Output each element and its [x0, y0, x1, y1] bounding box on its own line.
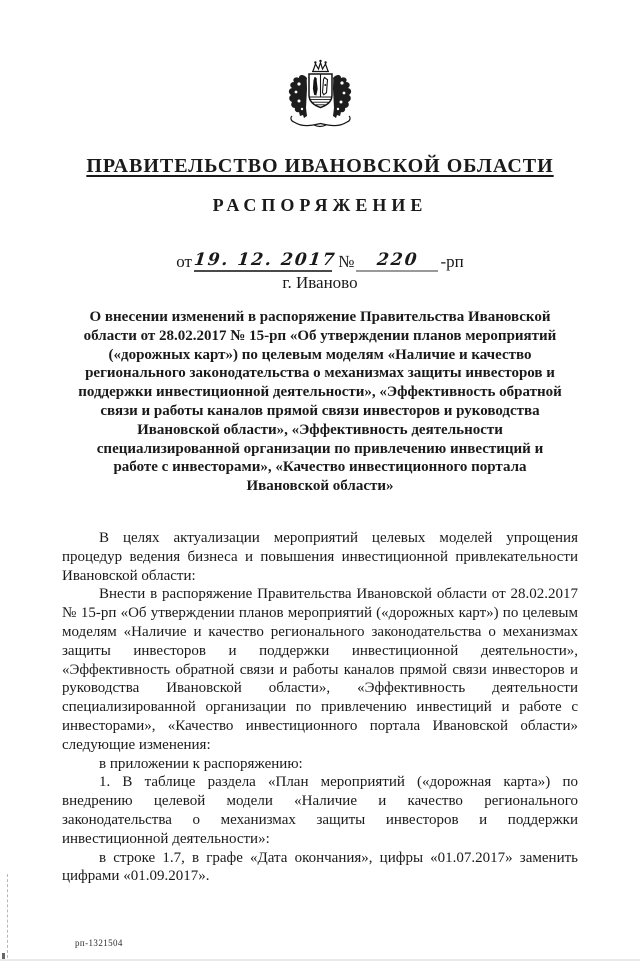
number-suffix-label: -рп — [440, 252, 464, 271]
body-paragraph-1: В целях актуализации мероприятий целевых моделей упрощения процедур ведения бизнеса и повышения инвестиционной привлекательности Ивановской области: — [62, 529, 578, 584]
doc-title: О внесении изменений в распоряжение Правительства Ивановской области от 28.02.2017 № 15-рп «Об утверждении планов мероприятий («дорожных карт») по целевым моделям «Наличие и качество регионального законодательства о механизмах защиты инвесторов и поддержки инвестиционной деятельности», «Эффективность обратной связи и работы каналов прямой связи инвесторов и руководства Ивановской области», «Эффективность деятельности специализированной организации по привлечению инвестиций и работе с инвесторами», «Качество инвестиционного портала Ивановской области» — [78, 309, 562, 495]
number-handwritten-value: 220 — [375, 250, 420, 270]
date-prefix-label: от — [176, 252, 192, 271]
body-paragraph-2: Внести в распоряжение Правительства Ивановской области от 28.02.2017 № 15-рп «Об утверждении планов мероприятий («дорожных карт») по целевым моделям «Наличие и качество регионального законодательства о механизмах защиты инвесторов и поддержки инвестиционной деятельности», «Эффективность обратной связи и работы каналов прямой связи инвесторов и руководства Ивановской области», «Эффективность деятельности специализированной организации по привлечению инвестиций и работе с инвесторами», «Качество инвестиционного портала Ивановской области» следующие изменения: — [62, 586, 578, 753]
ivanovo-coat-of-arms-icon — [268, 56, 372, 147]
body-paragraph-5: в строке 1.7, в графе «Дата окончания», цифры «01.07.2017» заменить цифрами «01.09.2017». — [62, 849, 578, 885]
date-number-line — [0, 250, 640, 272]
city-line: г. Иваново — [282, 273, 358, 292]
footer-registration-code: рп-1321504 — [75, 938, 123, 948]
org-name-heading: ПРАВИТЕЛЬСТВО ИВАНОВСКОЙ ОБЛАСТИ — [86, 155, 554, 177]
doc-body — [62, 529, 578, 886]
body-paragraph-3: в приложении к распоряжению: — [99, 755, 303, 772]
number-sign-label: № — [338, 252, 355, 271]
doc-type-heading: РАСПОРЯЖЕНИЕ — [212, 195, 428, 215]
scan-artifact-left-edge — [7, 874, 8, 958]
document-page — [0, 56, 640, 961]
date-handwritten-value: 19. 12. 2017 — [192, 250, 338, 270]
body-paragraph-4: 1. В таблице раздела «План мероприятий («дорожная карта») по внедрению целевой модели «Наличие и качество регионального законодательства о механизмах защиты инвесторов и поддержки инвестиционной деятельности»: — [62, 774, 578, 847]
